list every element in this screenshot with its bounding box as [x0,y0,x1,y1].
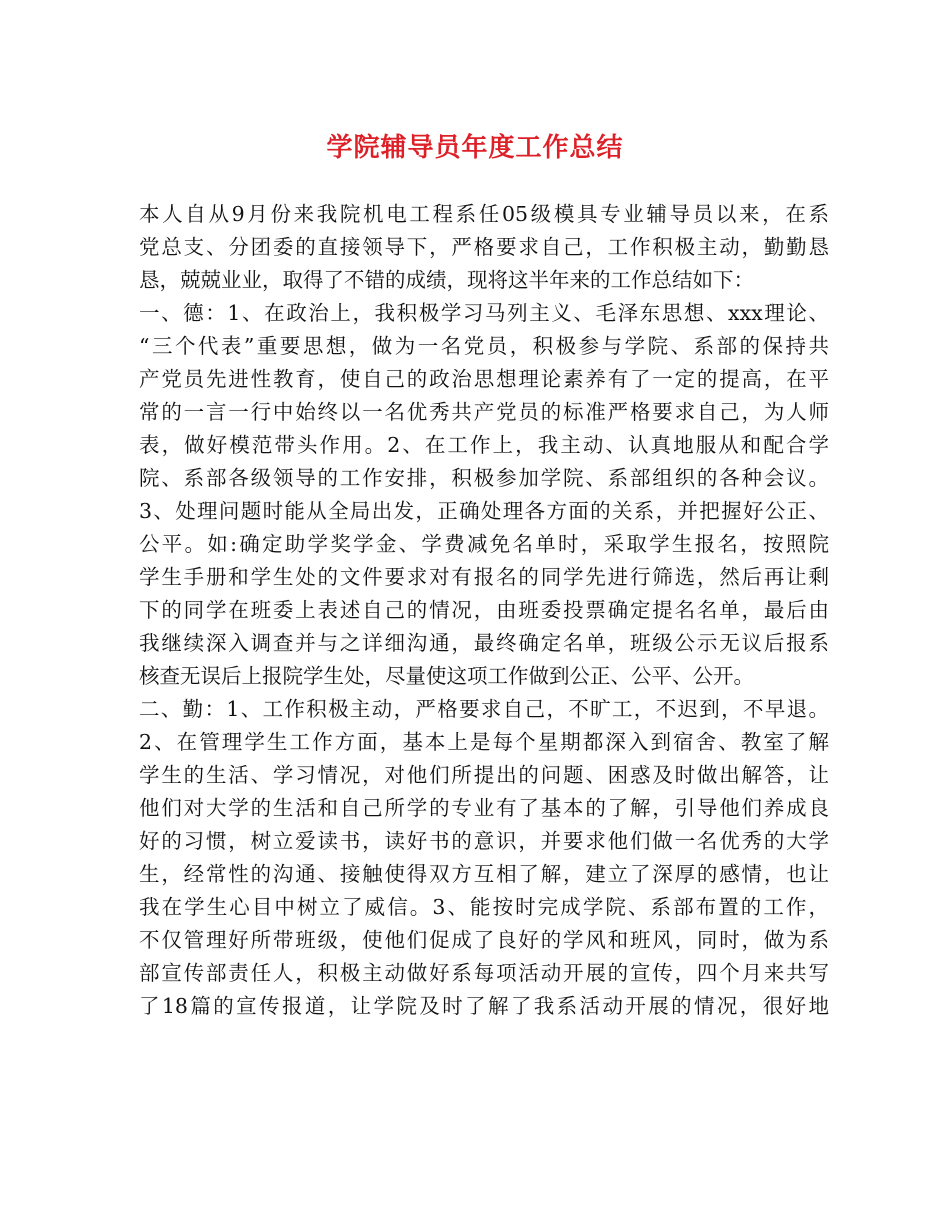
body-line: 3、处理问题时能从全局出发，正确处理各方面的关系，并把握好公正、 [139,499,829,523]
document-body [139,198,829,1023]
body-line: 我继续深入调查并与之详细沟通，最终确定名单，班级公示无议后报系 [139,631,829,655]
body-line: 不仅管理好所带班级，使他们促成了良好的学风和班风，同时，做为系 [139,928,829,952]
body-line: 核查无误后上报院学生处，尽量使这项工作做到公正、公平、公开。 [139,664,754,688]
body-line: 生，经常性的沟通、接触使得双方互相了解，建立了深厚的感情，也让 [139,862,829,886]
body-line: 2、在管理学生工作方面，基本上是每个星期都深入到宿舍、教室了解 [139,730,829,754]
body-line: 表，做好模范带头作用。2、在工作上，我主动、认真地服从和配合学 [139,433,829,457]
body-line: 好的习惯，树立爱读书，读好书的意识，并要求他们做一名优秀的大学 [139,829,829,853]
body-line: 了18篇的宣传报道，让学院及时了解了我系活动开展的情况，很好地 [139,994,829,1018]
body-line: 学生的生活、学习情况，对他们所提出的问题、困惑及时做出解答，让 [139,763,829,787]
body-line: 二、勤：1、工作积极主动，严格要求自己，不旷工，不迟到，不早退。 [139,697,829,721]
body-line: “三个代表”重要思想，做为一名党员，积极参与学院、系部的保持共 [139,334,829,358]
body-line: 常的一言一行中始终以一名优秀共产党员的标准严格要求自己，为人师 [139,400,829,424]
body-line: 本人自从9月份来我院机电工程系任05级模具专业辅导员以来，在系 [139,202,829,226]
body-line: 一、德：1、在政治上，我积极学习马列主义、毛泽东思想、xxx理论、 [139,301,829,325]
body-line: 部宣传部责任人，积极主动做好系每项活动开展的宣传，四个月来共写 [139,961,829,985]
body-line: 学生手册和学生处的文件要求对有报名的同学先进行筛选，然后再让剩 [139,565,829,589]
body-line: 我在学生心目中树立了威信。3、能按时完成学院、系部布置的工作， [139,895,829,919]
body-line: 恳，兢兢业业，取得了不错的成绩，现将这半年来的工作总结如下： [139,268,754,292]
body-line: 公平。如:确定助学奖学金、学费减免名单时，采取学生报名，按照院 [139,532,829,556]
body-line: 下的同学在班委上表述自己的情况，由班委投票确定提名名单，最后由 [139,598,829,622]
body-line: 他们对大学的生活和自己所学的专业有了基本的了解，引导他们养成良 [139,796,829,820]
body-line: 院、系部各级领导的工作安排，积极参加学院、系部组织的各种会议。 [139,466,829,490]
body-line: 产党员先进性教育，使自己的政治思想理论素养有了一定的提高，在平 [139,367,829,391]
document-title: 学院辅导员年度工作总结 [326,133,624,163]
body-line: 党总支、分团委的直接领导下，严格要求自己，工作积极主动，勤勤恳 [139,235,829,259]
